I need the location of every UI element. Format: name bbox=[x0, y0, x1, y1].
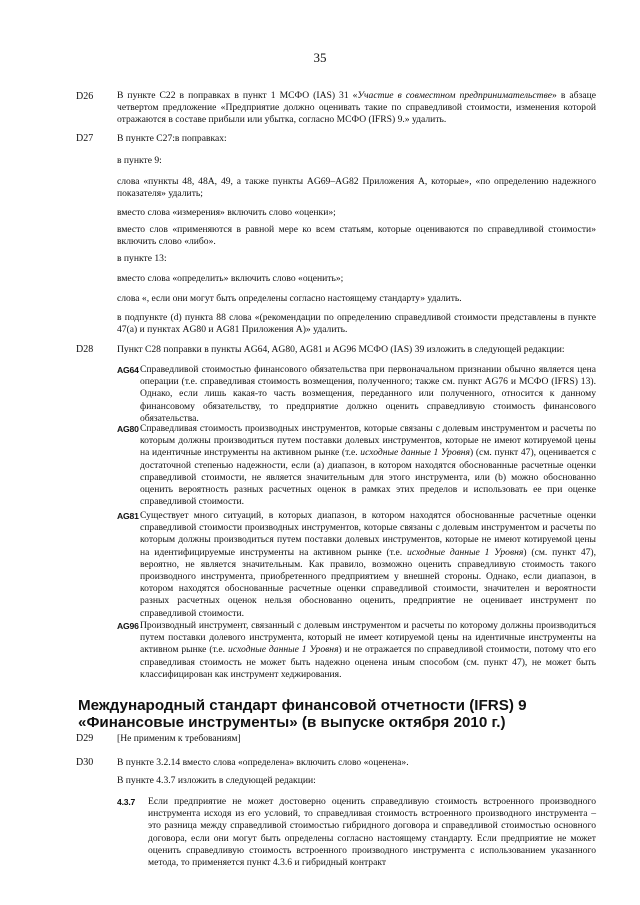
paragraph-d30: В пункте 3.2.14 вместо слова «определена» включить слово «оценена». bbox=[117, 757, 409, 768]
paragraph-code-d29: D29 bbox=[76, 733, 94, 744]
paragraph-ag64: Справедливой стоимостью финансового обязательства при первоначальном признании обычно является цена операции (т.е. справедливая стоимость возмещения, полученного; также см. пункт AG76 и МСФО (IFRS) 13). Однако, если лишь какая-то часть возмещения, переданного или полученного, относится к данному финансовому обязательству, то предприятие должно оценить справедливую стоимость финансового обязательства. bbox=[140, 364, 596, 424]
paragraph-d27-p9-a: слова «пункты 48, 48А, 49, а также пункты AG69–AG82 Приложения А, которые», «по определению надежного показателя» удалить; bbox=[117, 176, 596, 200]
paragraph-code-d28: D28 bbox=[76, 344, 94, 355]
paragraph-ag80: Справедливая стоимость производных инструментов, которые связаны с долевым инструментом и расчеты по которым должны производиться путем поставки долевых инструментов, которые не имеют котируемой цены на идентичные инструменты на активном рынке (т.е. исходные данные 1 Уровня) (см. пункт 47), оценивается с достаточной степенью надежности, если (а) диапазон, в котором находятся обоснованные расчетные оценки справедливой стоимости, не является значительным для этого инструмента, или (b) можно обоснованно оценить вероятность разных расчетных оценок в рамках этих пределов и использовать ее при оценке справедливой стоимости. bbox=[140, 423, 596, 508]
paragraph-code-d30: D30 bbox=[76, 757, 94, 768]
paragraph-ag96: Производный инструмент, связанный с долевым инструментом и расчеты по которому должны производиться путем поставки долевого инструмента, который не имеет котируемой цены на идентичные инструменты на активном рынке (т.е. исходные данные 1 Уровня) и не отражается по справедливой стоимости, потому что его справедливая стоимость не может быть надежно оценена иным способом (см. пункт 47), не может быть классифицирован как инструмент хеджирования. bbox=[140, 620, 596, 680]
paragraph-d27-p13-a: вместо слова «определить» включить слово «оценить»; bbox=[117, 273, 344, 284]
paragraph-d26: В пункте С22 в поправках в пункт 1 МСФО (IAS) 31 «Участие в совместном предпринимательстве» в абзаце четвертом предложение «Предприятие должно оценивать такие по справедливой стоимости, изменения которой отражаются в составе прибыли или убытка, согласно МСФО (IFRS) 9.» удалить. bbox=[117, 90, 596, 126]
paragraph-code-4-3-7: 4.3.7 bbox=[117, 797, 136, 807]
paragraph-d27-p9: в пункте 9: bbox=[117, 155, 162, 166]
paragraph-d28: Пункт С28 поправки в пункты AG64, AG80, AG81 и AG96 МСФО (IAS) 39 изложить в следующей редакции: bbox=[117, 344, 565, 355]
paragraph-code-ag96: AG96 bbox=[117, 621, 139, 631]
paragraph-ag81: Существует много ситуаций, в которых диапазон, в котором находятся обоснованные расчетные оценки справедливой стоимости производных инструментов, которые связаны с долевым инструментом и расчеты по которым должны производиться путем поставки долевых инструментов, которые не имеют котируемой цены на идентифицируемые инструменты на активном рынке (т.е. исходные данные 1 Уровня) (см. пункт 47), вероятно, не является значительным. Как правило, возможно оценить справедливую стоимость такого производного инструмента, приобретенного предприятием у внешней стороны. Однако, если диапазон, в котором находятся обоснованные расчетные оценки справедливой стоимости, значителен и вероятности разных расчетных оценок нельзя обоснованно оценить, предприятие не оценивает инструмент по справедливой стоимости. bbox=[140, 510, 597, 619]
section-heading-line-1: Международный стандарт финансовой отчетности (IFRS) 9 bbox=[78, 697, 527, 714]
page-number: 35 bbox=[313, 50, 327, 65]
paragraph-d27-p9-b: вместо слова «измерения» включить слово «оценки»; bbox=[117, 207, 336, 218]
paragraph-d29: [Не применим к требованиям] bbox=[117, 733, 241, 744]
paragraph-4-3-7: Если предприятие не может достоверно оценить справедливую стоимость встроенного производного инструмента исходя из его условий, то справедливая стоимость встроенного производного инструмента – это разница между справедливой стоимостью гибридного договора и справедливой стоимостью основного договора, если они могут быть определены согласно настоящему стандарту. Если предприятие не может оценить справедливую стоимость встроенного производного инструмента с использованием указанного метода, то применяется пункт 4.3.6 и гибридный контракт bbox=[148, 796, 596, 869]
paragraph-code-ag81: AG81 bbox=[117, 511, 139, 521]
paragraph-code-d26: D26 bbox=[76, 91, 94, 102]
paragraph-code-ag64: AG64 bbox=[117, 365, 139, 375]
paragraph-d27-p13: в пункте 13: bbox=[117, 253, 167, 264]
paragraph-d27-p88: в подпункте (d) пункта 88 слова «(рекомендации по определению справедливой стоимости представлены в пункте 47(а) и пунктах AG80 и AG81 Приложения А)» удалить. bbox=[117, 312, 596, 336]
section-heading-line-2: «Финансовые инструменты» (в выпуске октября 2010 г.) bbox=[78, 714, 506, 731]
paragraph-d30-sub: В пункте 4.3.7 изложить в следующей редакции: bbox=[117, 775, 316, 786]
paragraph-d27-p9-c: вместо слов «применяются в равной мере ко всем статьям, которые оцениваются по справедливой стоимости» включить слово «либо». bbox=[117, 224, 596, 248]
paragraph-d27-p13-b: слова «, если они могут быть определены согласно настоящему стандарту» удалить. bbox=[117, 293, 462, 304]
paragraph-d27-intro: В пункте С27:в поправках: bbox=[117, 133, 227, 144]
paragraph-code-ag80: AG80 bbox=[117, 424, 139, 434]
paragraph-code-d27: D27 bbox=[76, 133, 94, 144]
